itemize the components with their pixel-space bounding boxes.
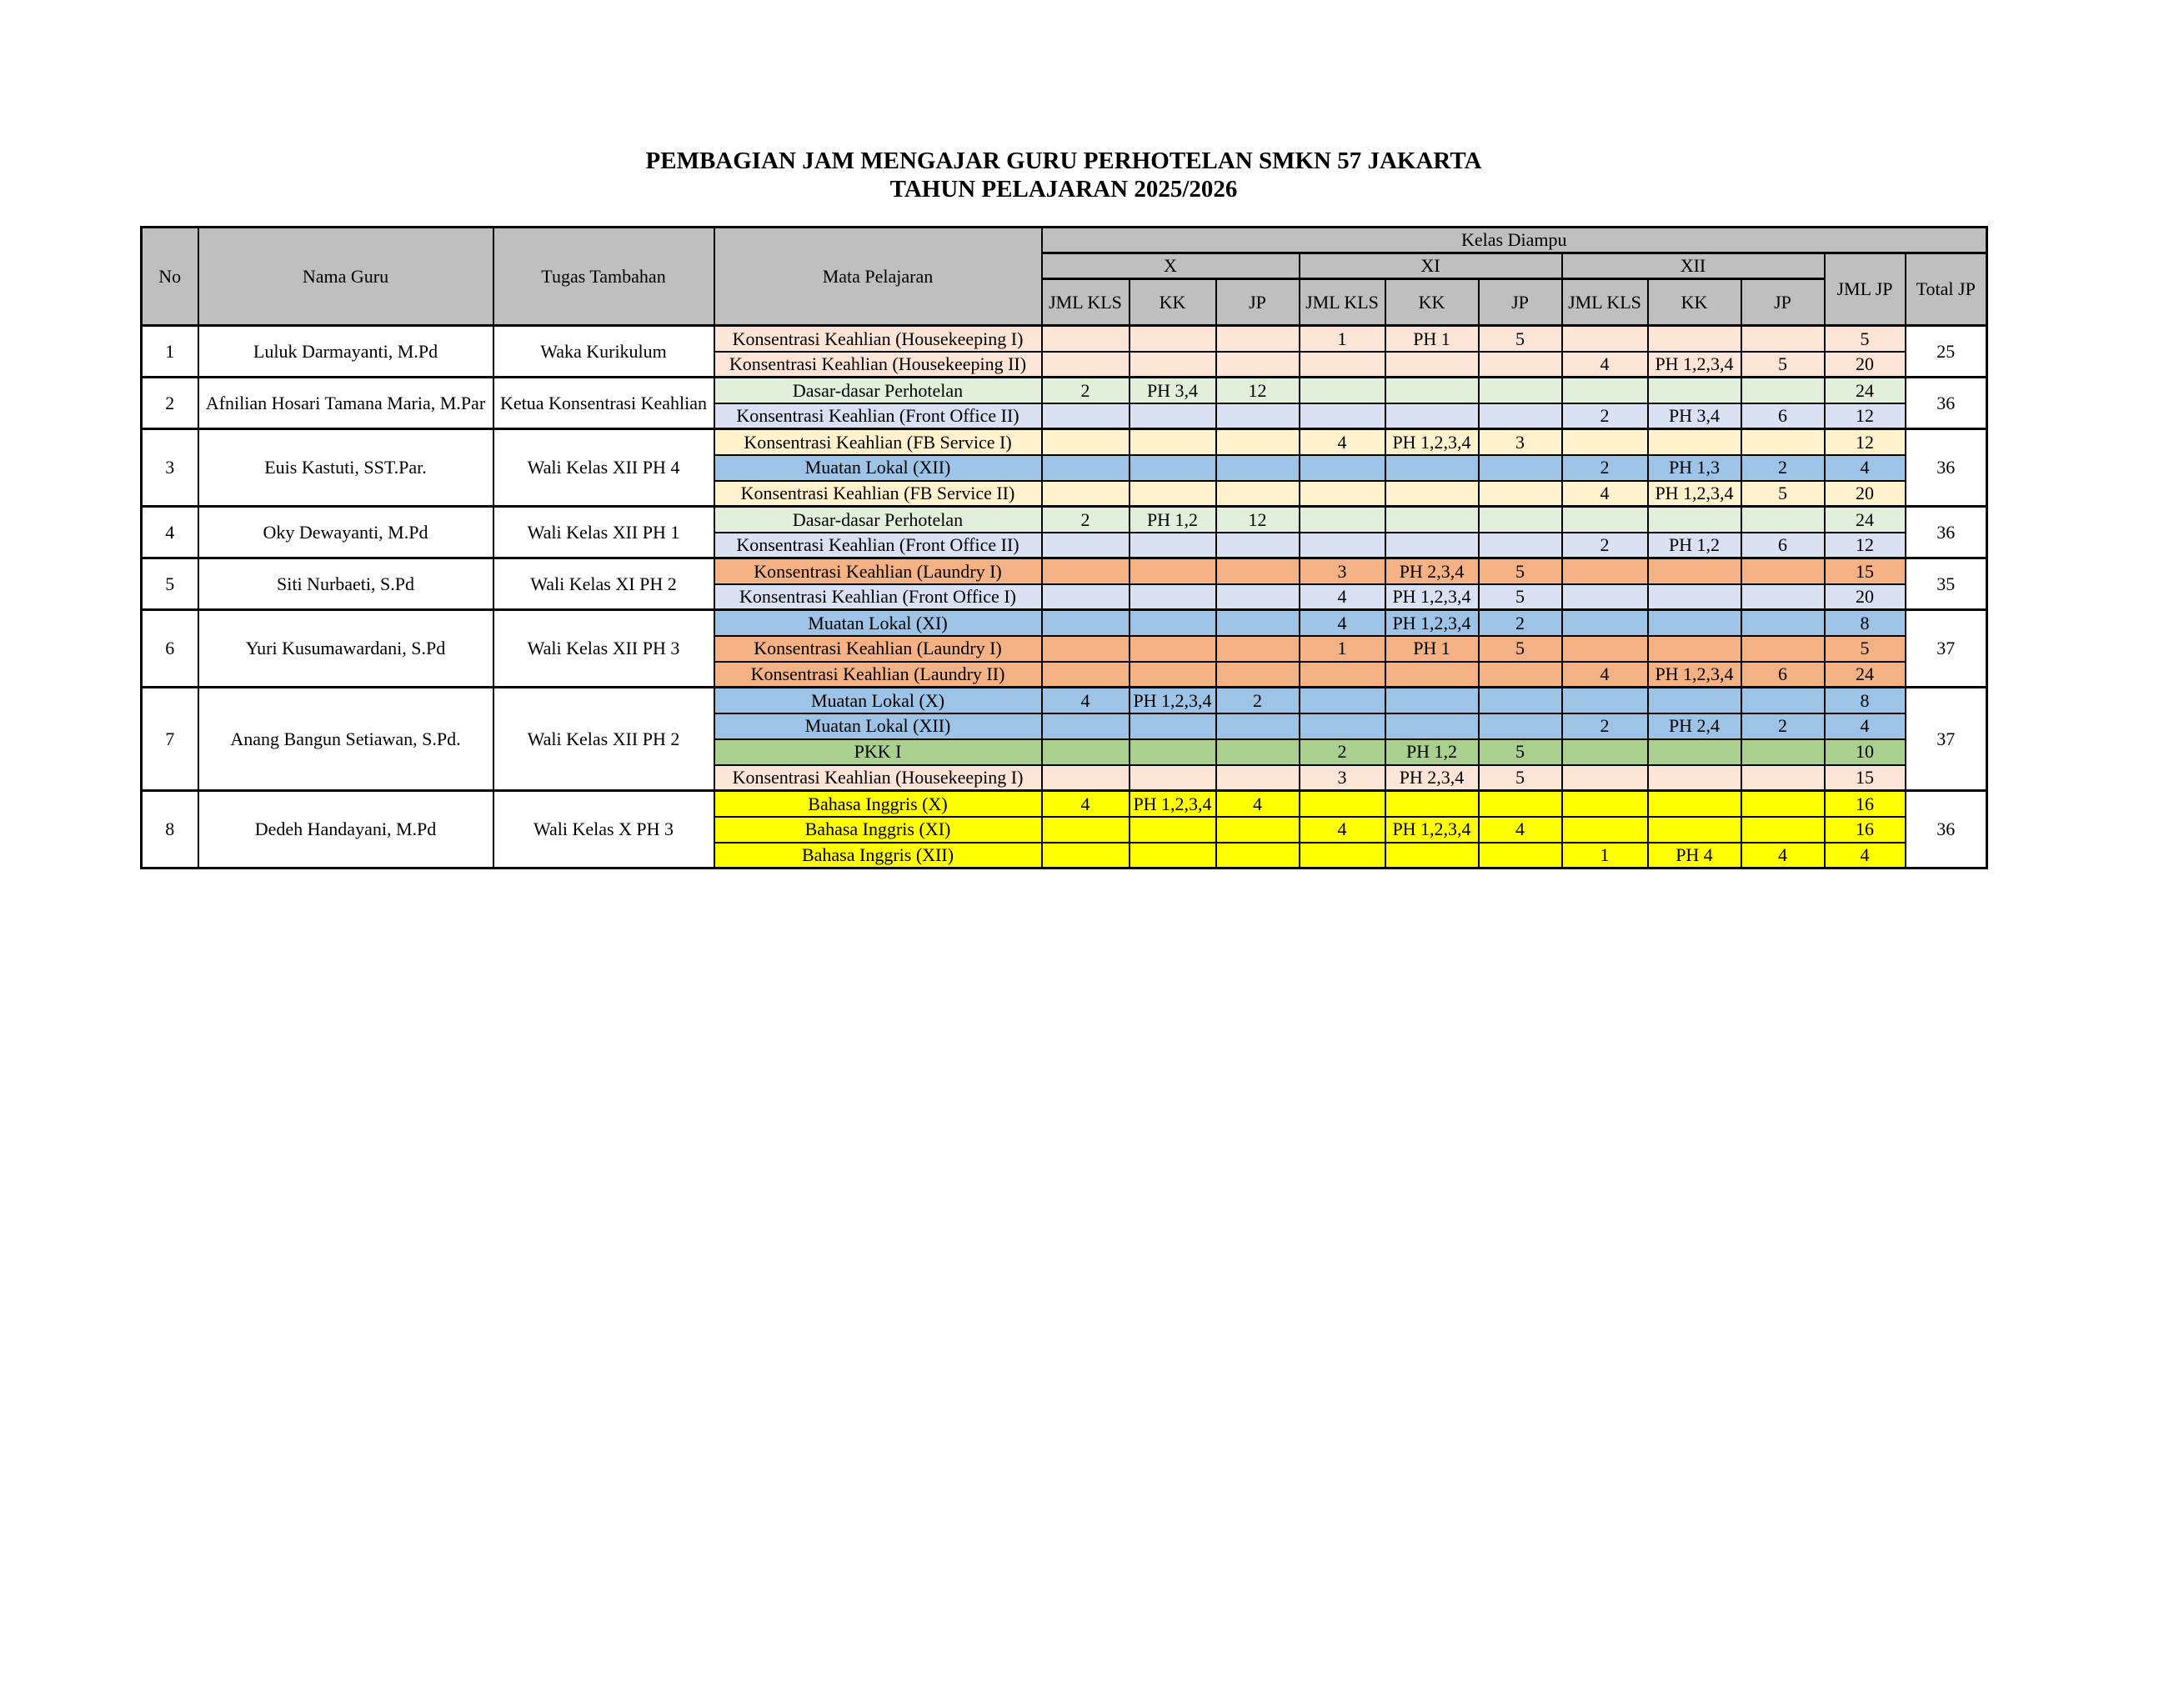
cell-jml-kls-xii: 4 [1562,662,1648,688]
cell-jml-jp: 4 [1825,713,1906,739]
table-row [142,326,1987,352]
cell-jml-kls-xii [1562,429,1648,455]
cell-jml-kls-x [1042,352,1130,378]
cell-jml-kls-xii: 4 [1562,481,1648,507]
cell-kk-xi [1385,378,1479,403]
cell-kk-xii [1648,610,1741,636]
cell-jp-xii [1741,636,1825,662]
header-jp: JP [1741,279,1825,326]
cell-kk-x [1130,765,1216,791]
cell-jp-xi: 5 [1479,739,1562,765]
cell-jp-x [1216,326,1300,352]
cell-jp-xi: 5 [1479,584,1562,610]
cell-nama-guru: Dedeh Handayani, M.Pd [198,791,493,869]
cell-jml-jp: 15 [1825,765,1906,791]
cell-jml-jp: 16 [1825,791,1906,817]
cell-jml-jp: 8 [1825,610,1906,636]
cell-jml-jp: 24 [1825,378,1906,403]
cell-kk-x [1130,636,1216,662]
cell-jp-x [1216,403,1300,429]
cell-jml-kls-xii [1562,378,1648,403]
cell-jml-kls-xi [1300,352,1385,378]
cell-jp-x: 4 [1216,791,1300,817]
cell-jp-xi [1479,403,1562,429]
cell-total-jp: 37 [1906,610,1987,688]
header-kelas-diampu: Kelas Diampu [1042,228,1987,253]
cell-kk-xii: PH 3,4 [1648,403,1741,429]
cell-jp-xii [1741,326,1825,352]
cell-kk-x [1130,843,1216,869]
cell-mata-pelajaran: Muatan Lokal (XI) [714,610,1042,636]
cell-jml-kls-xii [1562,739,1648,765]
cell-jp-x [1216,481,1300,507]
cell-kk-xi [1385,713,1479,739]
cell-kk-xi [1385,662,1479,688]
cell-jp-xii: 5 [1741,481,1825,507]
cell-jml-kls-x [1042,584,1130,610]
cell-kk-x: PH 1,2,3,4 [1130,688,1216,713]
cell-jml-kls-xii [1562,326,1648,352]
cell-jml-kls-x [1042,765,1130,791]
cell-no: 7 [142,688,198,791]
cell-jml-kls-xi: 4 [1300,817,1385,843]
cell-jml-kls-x [1042,636,1130,662]
cell-jml-kls-xii: 1 [1562,843,1648,869]
cell-mata-pelajaran: Bahasa Inggris (XI) [714,817,1042,843]
cell-jml-kls-xii [1562,791,1648,817]
cell-mata-pelajaran: PKK I [714,739,1042,765]
cell-nama-guru: Siti Nurbaeti, S.Pd [198,558,493,610]
cell-jml-kls-x [1042,713,1130,739]
cell-kk-xi: PH 1,2,3,4 [1385,429,1479,455]
table-header [142,228,1987,326]
cell-jml-kls-x: 4 [1042,688,1130,713]
cell-kk-xii [1648,584,1741,610]
cell-no: 1 [142,326,198,378]
cell-kk-xi [1385,791,1479,817]
cell-nama-guru: Afnilian Hosari Tamana Maria, M.Par [198,378,493,429]
cell-jml-jp: 24 [1825,507,1906,533]
cell-jp-xii [1741,429,1825,455]
cell-kk-xii [1648,636,1741,662]
cell-jml-kls-xi [1300,378,1385,403]
cell-jml-kls-x [1042,429,1130,455]
cell-jml-kls-xi: 3 [1300,558,1385,584]
cell-mata-pelajaran: Bahasa Inggris (XII) [714,843,1042,869]
cell-kk-xii: PH 1,2 [1648,533,1741,558]
cell-nama-guru: Yuri Kusumawardani, S.Pd [198,610,493,688]
table-body [142,326,1987,869]
cell-jml-kls-xi: 3 [1300,765,1385,791]
cell-jp-xi [1479,688,1562,713]
cell-kk-x [1130,352,1216,378]
cell-jp-xi: 5 [1479,636,1562,662]
cell-jp-xi [1479,481,1562,507]
cell-total-jp: 36 [1906,429,1987,507]
cell-jp-xii [1741,584,1825,610]
cell-jml-jp: 15 [1825,558,1906,584]
cell-total-jp: 35 [1906,558,1987,610]
cell-jml-jp: 12 [1825,533,1906,558]
cell-jp-xi [1479,791,1562,817]
cell-jml-kls-x [1042,558,1130,584]
cell-jp-xi [1479,533,1562,558]
cell-jml-kls-xi: 2 [1300,739,1385,765]
cell-mata-pelajaran: Konsentrasi Keahlian (Front Office I) [714,584,1042,610]
cell-jml-kls-xii: 2 [1562,403,1648,429]
header-jp: JP [1479,279,1562,326]
cell-no: 8 [142,791,198,869]
cell-jml-kls-x [1042,610,1130,636]
cell-jp-x [1216,662,1300,688]
cell-jml-kls-x [1042,817,1130,843]
cell-jml-jp: 10 [1825,739,1906,765]
cell-jml-kls-x [1042,326,1130,352]
cell-jml-kls-xi [1300,533,1385,558]
cell-tugas-tambahan: Wali Kelas X PH 3 [493,791,714,869]
header-jml-jp: JML JP [1825,253,1906,326]
cell-nama-guru: Euis Kastuti, SST.Par. [198,429,493,507]
cell-jml-kls-xii: 4 [1562,352,1648,378]
header-kk: KK [1385,279,1479,326]
document-subtitle: TAHUN PELAJARAN 2025/2026 [889,176,1238,203]
header-kk: KK [1130,279,1216,326]
cell-tugas-tambahan: Wali Kelas XI PH 2 [493,558,714,610]
header-jml-kls: JML KLS [1042,279,1130,326]
cell-mata-pelajaran: Muatan Lokal (XII) [714,455,1042,481]
cell-kk-xi [1385,352,1479,378]
cell-jml-kls-xii: 2 [1562,455,1648,481]
cell-kk-xi [1385,507,1479,533]
cell-jml-jp: 12 [1825,403,1906,429]
cell-jml-kls-x [1042,403,1130,429]
cell-jp-xii: 2 [1741,455,1825,481]
cell-kk-xii: PH 1,2,3,4 [1648,352,1741,378]
cell-jml-jp: 5 [1825,636,1906,662]
header-grade-x: X [1042,253,1300,279]
cell-kk-xi: PH 1,2,3,4 [1385,610,1479,636]
cell-jml-jp: 24 [1825,662,1906,688]
cell-jp-xii [1741,791,1825,817]
cell-total-jp: 36 [1906,791,1987,869]
cell-jml-jp: 4 [1825,843,1906,869]
cell-kk-xii [1648,688,1741,713]
cell-jml-kls-x: 2 [1042,378,1130,403]
cell-jp-x [1216,558,1300,584]
cell-kk-xii [1648,817,1741,843]
cell-tugas-tambahan: Waka Kurikulum [493,326,714,378]
cell-jml-kls-x [1042,662,1130,688]
cell-jp-xi: 2 [1479,610,1562,636]
cell-mata-pelajaran: Dasar-dasar Perhotelan [714,507,1042,533]
cell-kk-x [1130,455,1216,481]
cell-no: 4 [142,507,198,558]
cell-kk-xi [1385,843,1479,869]
cell-jml-kls-xii [1562,765,1648,791]
cell-mata-pelajaran: Muatan Lokal (X) [714,688,1042,713]
cell-kk-xii [1648,791,1741,817]
cell-jml-kls-x [1042,843,1130,869]
cell-jp-x [1216,636,1300,662]
cell-jml-kls-xii: 2 [1562,533,1648,558]
cell-mata-pelajaran: Konsentrasi Keahlian (Housekeeping II) [714,352,1042,378]
cell-mata-pelajaran: Bahasa Inggris (X) [714,791,1042,817]
cell-jp-xii: 4 [1741,843,1825,869]
teaching-hours-table [140,226,1988,869]
cell-jml-jp: 12 [1825,429,1906,455]
cell-jp-xi: 3 [1479,429,1562,455]
cell-jml-kls-xi [1300,481,1385,507]
cell-no: 6 [142,610,198,688]
cell-jp-xii: 6 [1741,662,1825,688]
table-row [142,378,1987,403]
cell-kk-xi: PH 1 [1385,636,1479,662]
cell-jml-kls-xi [1300,507,1385,533]
header-total-jp: Total JP [1906,253,1987,326]
cell-kk-x [1130,429,1216,455]
table-row [142,429,1987,455]
header-grade-xi: XI [1300,253,1562,279]
cell-total-jp: 36 [1906,507,1987,558]
cell-kk-x [1130,481,1216,507]
cell-jml-kls-xii [1562,636,1648,662]
cell-no: 5 [142,558,198,610]
cell-jp-xi [1479,662,1562,688]
cell-mata-pelajaran: Muatan Lokal (XII) [714,713,1042,739]
cell-mata-pelajaran: Konsentrasi Keahlian (FB Service I) [714,429,1042,455]
cell-kk-xii: PH 1,2,3,4 [1648,662,1741,688]
cell-jp-x: 12 [1216,378,1300,403]
cell-jp-xii: 5 [1741,352,1825,378]
header-jp: JP [1216,279,1300,326]
cell-total-jp: 36 [1906,378,1987,429]
cell-jp-xii: 6 [1741,533,1825,558]
cell-kk-xii [1648,558,1741,584]
cell-kk-x [1130,584,1216,610]
cell-kk-xi: PH 2,3,4 [1385,765,1479,791]
cell-kk-x [1130,326,1216,352]
cell-kk-x: PH 1,2,3,4 [1130,791,1216,817]
cell-jml-kls-xi [1300,713,1385,739]
cell-kk-xi [1385,481,1479,507]
cell-jp-xi [1479,507,1562,533]
cell-jp-xi [1479,843,1562,869]
cell-jml-kls-xi [1300,455,1385,481]
cell-kk-xi [1385,688,1479,713]
cell-jp-xii [1741,507,1825,533]
cell-kk-xi: PH 1,2,3,4 [1385,584,1479,610]
cell-kk-xii [1648,765,1741,791]
cell-jml-kls-x: 4 [1042,791,1130,817]
cell-jp-xi [1479,713,1562,739]
cell-nama-guru: Oky Dewayanti, M.Pd [198,507,493,558]
cell-jp-xii [1741,739,1825,765]
cell-jml-kls-x: 2 [1042,507,1130,533]
cell-kk-x [1130,610,1216,636]
cell-jml-jp: 8 [1825,688,1906,713]
cell-jml-kls-xi: 4 [1300,429,1385,455]
header-tugas-tambahan: Tugas Tambahan [493,228,714,326]
cell-tugas-tambahan: Wali Kelas XII PH 2 [493,688,714,791]
cell-jp-x: 12 [1216,507,1300,533]
cell-kk-xii [1648,739,1741,765]
cell-jml-kls-xii [1562,817,1648,843]
cell-kk-xii: PH 1,3 [1648,455,1741,481]
cell-kk-xii: PH 2,4 [1648,713,1741,739]
cell-kk-xii: PH 1,2,3,4 [1648,481,1741,507]
cell-jp-xii [1741,765,1825,791]
cell-kk-xi: PH 1,2,3,4 [1385,817,1479,843]
cell-kk-xi: PH 1,2 [1385,739,1479,765]
cell-kk-xii [1648,429,1741,455]
cell-jp-xii [1741,688,1825,713]
cell-jml-kls-xi: 4 [1300,610,1385,636]
cell-tugas-tambahan: Wali Kelas XII PH 3 [493,610,714,688]
cell-jml-kls-xi [1300,791,1385,817]
cell-jml-kls-x [1042,533,1130,558]
cell-jp-x [1216,584,1300,610]
cell-jp-x [1216,533,1300,558]
header-mata-pelajaran: Mata Pelajaran [714,228,1042,326]
cell-jml-kls-xii [1562,688,1648,713]
cell-total-jp: 25 [1906,326,1987,378]
cell-mata-pelajaran: Dasar-dasar Perhotelan [714,378,1042,403]
cell-jml-kls-xii: 2 [1562,713,1648,739]
document-title-block [140,147,1987,203]
cell-total-jp: 37 [1906,688,1987,791]
cell-mata-pelajaran: Konsentrasi Keahlian (Laundry I) [714,558,1042,584]
cell-jp-xi: 5 [1479,326,1562,352]
cell-jp-xii: 6 [1741,403,1825,429]
header-row-1 [142,228,1987,253]
cell-mata-pelajaran: Konsentrasi Keahlian (Housekeeping I) [714,765,1042,791]
cell-jml-jp: 4 [1825,455,1906,481]
cell-tugas-tambahan: Wali Kelas XII PH 1 [493,507,714,558]
cell-jml-jp: 5 [1825,326,1906,352]
cell-jp-xi [1479,378,1562,403]
cell-tugas-tambahan: Wali Kelas XII PH 4 [493,429,714,507]
cell-kk-xi: PH 1 [1385,326,1479,352]
cell-jml-kls-x [1042,481,1130,507]
table-row [142,558,1987,584]
header-jml-kls: JML KLS [1300,279,1385,326]
table-row [142,610,1987,636]
cell-jp-x [1216,455,1300,481]
cell-mata-pelajaran: Konsentrasi Keahlian (Front Office II) [714,403,1042,429]
cell-kk-xii [1648,326,1741,352]
cell-jp-x [1216,765,1300,791]
cell-kk-x [1130,817,1216,843]
cell-kk-x: PH 1,2 [1130,507,1216,533]
cell-mata-pelajaran: Konsentrasi Keahlian (FB Service II) [714,481,1042,507]
cell-jp-xi [1479,352,1562,378]
cell-jp-x [1216,352,1300,378]
cell-mata-pelajaran: Konsentrasi Keahlian (Laundry I) [714,636,1042,662]
cell-jp-xii [1741,378,1825,403]
cell-jp-xii [1741,610,1825,636]
cell-jml-kls-xii [1562,584,1648,610]
cell-jp-x [1216,843,1300,869]
cell-jml-jp: 16 [1825,817,1906,843]
cell-kk-xi [1385,533,1479,558]
cell-jp-x [1216,429,1300,455]
cell-jml-kls-xii [1562,558,1648,584]
header-kk: KK [1648,279,1741,326]
header-no: No [142,228,198,326]
cell-jp-x [1216,713,1300,739]
cell-jml-kls-xi: 1 [1300,326,1385,352]
cell-no: 3 [142,429,198,507]
cell-jml-kls-xi: 4 [1300,584,1385,610]
cell-nama-guru: Luluk Darmayanti, M.Pd [198,326,493,378]
cell-jml-kls-xi [1300,662,1385,688]
cell-kk-xii [1648,378,1741,403]
cell-kk-xi: PH 2,3,4 [1385,558,1479,584]
cell-jml-jp: 20 [1825,352,1906,378]
cell-jml-jp: 20 [1825,481,1906,507]
cell-kk-xii [1648,507,1741,533]
cell-kk-x [1130,662,1216,688]
cell-jml-jp: 20 [1825,584,1906,610]
table-row [142,688,1987,713]
cell-kk-x [1130,533,1216,558]
cell-mata-pelajaran: Konsentrasi Keahlian (Housekeeping I) [714,326,1042,352]
cell-kk-xi [1385,403,1479,429]
cell-jml-kls-xii [1562,610,1648,636]
cell-tugas-tambahan: Ketua Konsentrasi Keahlian [493,378,714,429]
document-title: PEMBAGIAN JAM MENGAJAR GURU PERHOTELAN SMKN 57 JAKARTA [645,148,1482,174]
cell-jml-kls-xii [1562,507,1648,533]
cell-jml-kls-xi [1300,688,1385,713]
header-jml-kls: JML KLS [1562,279,1648,326]
cell-kk-x [1130,713,1216,739]
cell-kk-xi [1385,455,1479,481]
cell-jp-xi: 5 [1479,558,1562,584]
cell-jp-x [1216,817,1300,843]
cell-jp-xii [1741,558,1825,584]
cell-nama-guru: Anang Bangun Setiawan, S.Pd. [198,688,493,791]
cell-jml-kls-x [1042,455,1130,481]
header-nama-guru: Nama Guru [198,228,493,326]
cell-jp-x [1216,739,1300,765]
cell-jp-xii [1741,817,1825,843]
cell-jp-x: 2 [1216,688,1300,713]
cell-jml-kls-xi: 1 [1300,636,1385,662]
cell-jml-kls-xi [1300,843,1385,869]
cell-kk-x [1130,403,1216,429]
cell-jp-x [1216,610,1300,636]
cell-kk-x [1130,558,1216,584]
cell-jp-xi [1479,455,1562,481]
header-grade-xii: XII [1562,253,1825,279]
cell-mata-pelajaran: Konsentrasi Keahlian (Front Office II) [714,533,1042,558]
table-row [142,507,1987,533]
cell-kk-xii: PH 4 [1648,843,1741,869]
cell-jml-kls-x [1042,739,1130,765]
cell-no: 2 [142,378,198,429]
cell-jp-xi: 4 [1479,817,1562,843]
cell-jp-xii: 2 [1741,713,1825,739]
cell-jp-xi: 5 [1479,765,1562,791]
cell-kk-x: PH 3,4 [1130,378,1216,403]
cell-mata-pelajaran: Konsentrasi Keahlian (Laundry II) [714,662,1042,688]
cell-jml-kls-xi [1300,403,1385,429]
cell-kk-x [1130,739,1216,765]
table-row [142,791,1987,817]
